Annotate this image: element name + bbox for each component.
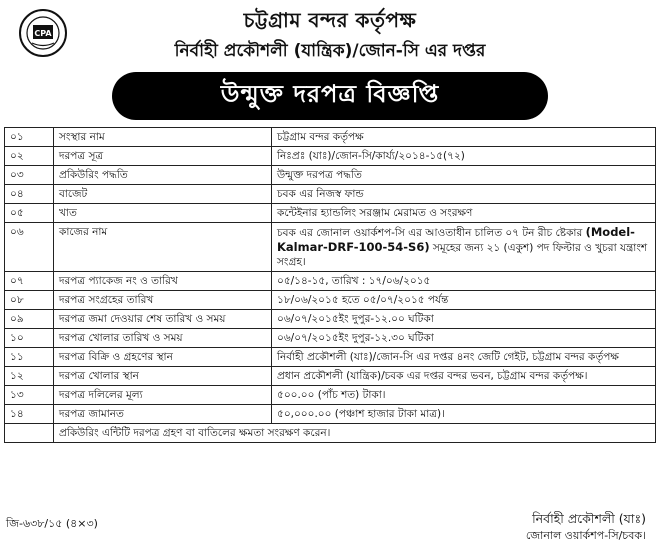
authority-note: প্রকিউরিং এন্টিটি দরপত্র গ্রহণ বা বাতিলের ক্ষমতা সংরক্ষণ করেন। — [54, 424, 656, 443]
table-row — [5, 204, 656, 223]
row-value: ১৮/০৬/২০১৫ হতে ০৫/০৭/২০১৫ পর্যন্ত — [272, 291, 656, 310]
organization-title: চট্টগ্রাম বন্দর কর্তৃপক্ষ — [243, 8, 417, 32]
row-label: কাজের নাম — [54, 223, 272, 272]
row-label: দরপত্র বিক্রি ও গ্রহণের স্থান — [54, 348, 272, 367]
signer-office: জোনাল ওয়ার্কশপ-সি/চবক। — [525, 529, 646, 542]
row-label: দরপত্র সংগ্রহের তারিখ — [54, 291, 272, 310]
row-label: দরপত্র দলিলের মূল্য — [54, 386, 272, 405]
row-label: খাত — [54, 204, 272, 223]
notice-banner: উন্মুক্ত দরপত্র বিজ্ঞপ্তি — [112, 72, 548, 120]
table-row — [5, 310, 656, 329]
row-number: ১২ — [5, 367, 54, 386]
row-number: ০৭ — [5, 272, 54, 291]
table-row — [5, 223, 656, 272]
table-row — [5, 386, 656, 405]
row-number: ১৩ — [5, 386, 54, 405]
row-label: দরপত্র জামানত — [54, 405, 272, 424]
row-label: বাজেট — [54, 185, 272, 204]
row-number: ০৯ — [5, 310, 54, 329]
table-row — [5, 147, 656, 166]
row-value: ০৬/০৭/২০১৫ইং দুপুর-১২.৩০ ঘটিকা — [272, 329, 656, 348]
table-row — [5, 128, 656, 147]
row-value-work — [272, 223, 656, 272]
tender-details-table — [4, 127, 656, 443]
row-value: ৫০,০০০.০০ (পঞ্চাশ হাজার টাকা মাত্র)। — [272, 405, 656, 424]
row-label: দরপত্র সূত্র — [54, 147, 272, 166]
row-value: চট্টগ্রাম বন্দর কর্তৃপক্ষ — [272, 128, 656, 147]
row-number: ০৫ — [5, 204, 54, 223]
row-number: ০৩ — [5, 166, 54, 185]
row-value: প্রধান প্রকৌশলী (যান্ত্রিক)/চবক এর দপ্তর বন্দর ভবন, চট্টগ্রাম বন্দর কর্তৃপক্ষ। — [272, 367, 656, 386]
row-number: ১৪ — [5, 405, 54, 424]
signer-title: নির্বাহী প্রকৌশলী (যাঃ) — [532, 511, 646, 526]
publication-ref: জি-৬৩৮/১৫ (৪×৩) — [6, 517, 98, 530]
row-value: নির্বাহী প্রকৌশলী (যাঃ)/জোন-সি এর দপ্তর ৪নং জেটি গেইট, চট্টগ্রাম বন্দর কর্তৃপক্ষ — [272, 348, 656, 367]
row-number: ০৬ — [5, 223, 54, 272]
work-model: (Model-Kalmar-DRF-100-54-S6) — [277, 225, 635, 254]
notice-header — [0, 0, 660, 78]
work-desc-post: সমূহের জন্য ২১ (একুশ) পদ ফিল্টার ও খুচরা যন্ত্রাংশ সংগ্রহ। — [277, 242, 648, 268]
office-subtitle: নির্বাহী প্রকৌশলী (যান্ত্রিক)/জোন-সি এর দপ্তর — [174, 41, 486, 61]
logo-text: CPA — [34, 29, 52, 38]
table-row — [5, 367, 656, 386]
row-number: ০৮ — [5, 291, 54, 310]
row-label: দরপত্র খোলার স্থান — [54, 367, 272, 386]
table-row — [5, 166, 656, 185]
table-row — [5, 185, 656, 204]
table-row — [5, 329, 656, 348]
table-row — [5, 291, 656, 310]
row-value: চবক এর নিজস্ব ফান্ড — [272, 185, 656, 204]
row-label: প্রকিউরিং পদ্ধতি — [54, 166, 272, 185]
row-value: ৫০০.০০ (পাঁচ শত) টাকা। — [272, 386, 656, 405]
row-value: ০৬/০৭/২০১৫ইং দুপুর-১২.০০ ঘটিকা — [272, 310, 656, 329]
row-value: উন্মুক্ত দরপত্র পদ্ধতি — [272, 166, 656, 185]
row-number: ০২ — [5, 147, 54, 166]
table-row — [5, 272, 656, 291]
row-label: দরপত্র জমা দেওয়ার শেষ তারিখ ও সময় — [54, 310, 272, 329]
row-value: নিঃপ্রঃ (যাঃ)/জোন-সি/কার্য্য/২০১৪-১৫(৭২) — [272, 147, 656, 166]
row-value: কন্টেইনার হ্যান্ডলিং সরঞ্জাম মেরামত ও সংরক্ষণ — [272, 204, 656, 223]
table-row — [5, 405, 656, 424]
row-number: ০১ — [5, 128, 54, 147]
row-value: ০৫/১৪-১৫, তারিখ : ১৭/০৬/২০১৫ — [272, 272, 656, 291]
row-label: দরপত্র প্যাকেজ নং ও তারিখ — [54, 272, 272, 291]
work-desc-pre: চবক এর জোনাল ওয়ার্কশপ-সি এর আওতাধীন চালিত ০৭ টন রীচ ষ্টেকার — [277, 227, 583, 239]
row-label: দরপত্র খোলার তারিখ ও সময় — [54, 329, 272, 348]
row-number: ১০ — [5, 329, 54, 348]
row-number: ১১ — [5, 348, 54, 367]
row-label: সংস্থার নাম — [54, 128, 272, 147]
table-row-note — [5, 424, 656, 443]
table-row — [5, 348, 656, 367]
row-number: ০৪ — [5, 185, 54, 204]
row-number-empty — [5, 424, 54, 443]
signature-block — [526, 510, 646, 544]
